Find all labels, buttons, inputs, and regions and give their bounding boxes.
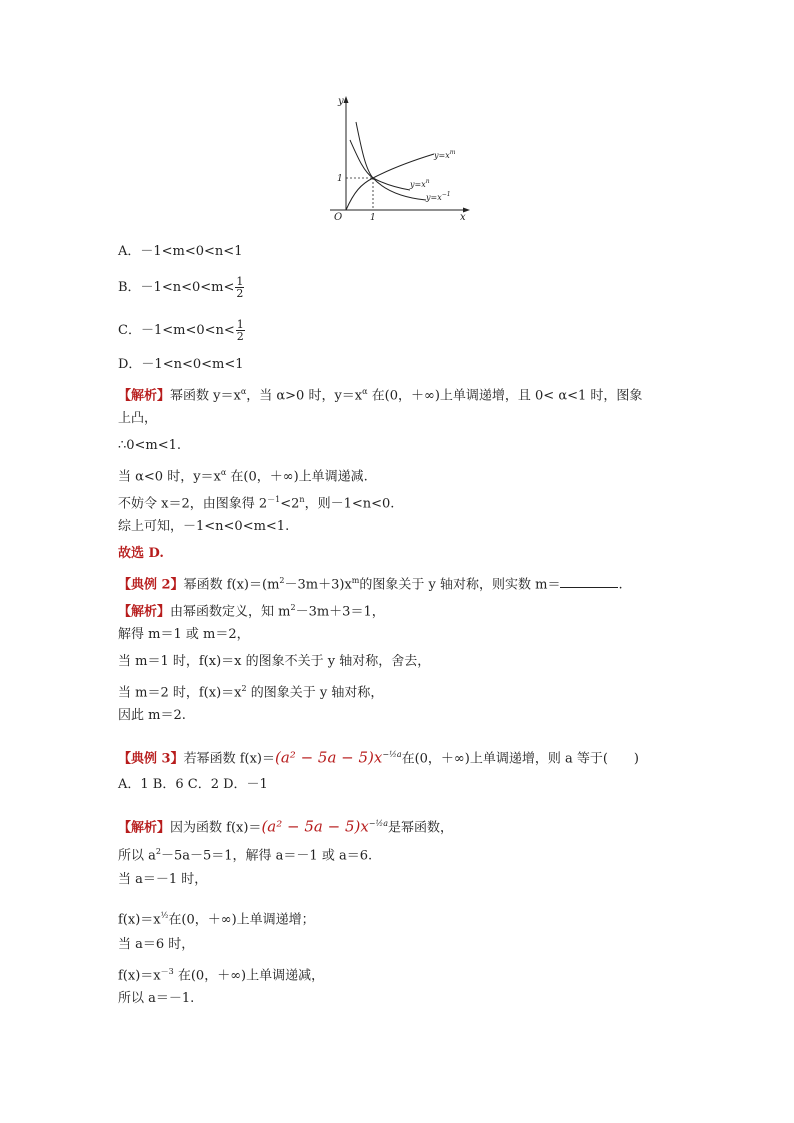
ex1-answer: 故选 D.: [118, 546, 164, 561]
ex3-analysis-line6: $f(x)=x^{-3}$ 在(0，＋∞)上单调递减，: [118, 967, 325, 984]
ex2-analysis-line4: 当 m＝2 时，$f(x)=x^2$ 的图象关于 y 轴对称，: [118, 684, 384, 701]
ex1-analysis-line6: 综上可知，－1<n<0<m<1.: [118, 519, 290, 534]
option-b-text: B．－1<n<0<m<: [118, 280, 235, 295]
ex3-options: A．1 B．6 C．2 D．－1: [118, 777, 268, 792]
option-a: A．－1<m<0<n<1: [118, 244, 243, 259]
graph-svg: [326, 92, 476, 224]
tick-x-1: 1: [370, 213, 376, 223]
label-curve-m: $y=x^m$: [434, 149, 456, 160]
ex1-analysis-line3: ∴0<m<1.: [118, 438, 182, 453]
ex2-analysis-line2: 解得 m＝1 或 m＝2，: [118, 627, 250, 642]
ex3-analysis-line7: 所以 a＝－1.: [118, 991, 195, 1006]
option-c: [118, 319, 245, 342]
ex1-analysis-line5: 不妨令 x＝2，由图象得 $2^{-1}<2^n$，则－1<n<0.: [118, 495, 395, 512]
ex2-analysis-line5: 因此 m＝2.: [118, 708, 186, 723]
ex1-analysis-line1: 【解析】幂函数 $y=x^\alpha$，当 α>0 时，$y=x^\alpha$ 在(0，＋∞)上单调递增，且 0< α<1 时，图象: [118, 387, 643, 404]
ex2-question: 【典例 2】幂函数 $f(x)=(m^2-3m+3)x^m$的图象关于 y 轴对称，则实数 m＝ .: [118, 576, 623, 593]
option-d: D．－1<n<0<m<1: [118, 357, 244, 372]
label-curve-n: $y=x^n$: [410, 178, 430, 189]
option-b: [118, 276, 244, 299]
ex3-analysis-line4: $f(x)=x^{\frac{1}{2}}$在(0，＋∞)上单调递增；: [118, 911, 315, 928]
y-axis-arrow: [344, 96, 349, 103]
option-c-text: C．－1<m<0<n<: [118, 323, 235, 338]
axis-y-label: y: [338, 96, 344, 107]
ex3-question: 【典例 3】若幂函数 $f(x)=(a^2 - 5a - 5)x^{-\frac{1}{2}a}$在(0，＋∞)上单调递增，则 a 等于( ): [118, 748, 639, 767]
ex1-analysis-line4: 当 α<0 时，$y=x^\alpha$ 在(0，＋∞)上单调递减.: [118, 468, 368, 485]
ex3-analysis-line3: 当 a＝－1 时，: [118, 872, 208, 887]
ex3-analysis-line5: 当 a＝6 时，: [118, 937, 195, 952]
fraction-half: $\frac{1}{2}$: [236, 318, 244, 343]
answer-blank: [560, 575, 618, 588]
fraction-half: $\frac{1}{2}$: [236, 275, 244, 300]
power-function-graph: [326, 92, 476, 224]
ex2-analysis-line3: 当 m＝1 时，f(x)＝x 的图象不关于 y 轴对称，舍去，: [118, 654, 431, 669]
origin-label: O: [334, 212, 343, 223]
ex2-analysis-line1: 【解析】由幂函数定义，知 $m^2-3m+3=1$，: [118, 603, 385, 620]
axis-x-label: x: [460, 212, 466, 223]
ex3-analysis-line1: 【解析】因为函数 $f(x)=(a^2 - 5a - 5)x^{-\frac{1}{2}a}$是幂函数，: [118, 817, 454, 836]
label-curve-inverse: $y=x^{-1}$: [426, 191, 451, 202]
ex3-analysis-line2: 所以 $a^2-5a-5=1$，解得 a＝－1 或 a＝6.: [118, 847, 373, 864]
tick-y-1: 1: [337, 174, 343, 184]
ex1-analysis-line2: 上凸，: [118, 411, 158, 426]
